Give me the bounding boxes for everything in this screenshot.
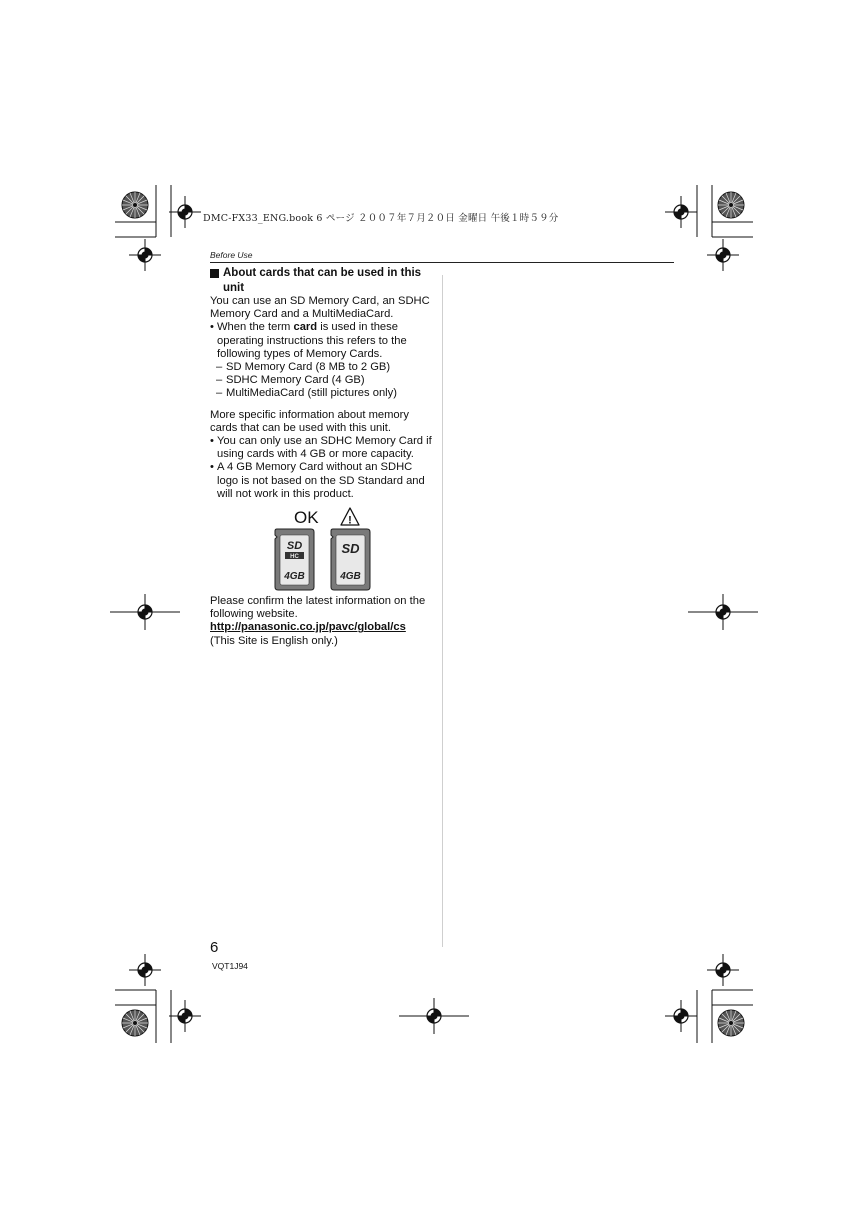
list-item: – SDHC Memory Card (4 GB) bbox=[216, 374, 365, 387]
more-info-text: More specific information about memory cards that can be used with this unit. bbox=[210, 408, 409, 434]
list-item: – MultiMediaCard (still pictures only) bbox=[216, 387, 397, 400]
ok-label: OK bbox=[294, 508, 319, 528]
card-capacity-label: 4GB bbox=[340, 571, 361, 583]
warning-triangle-icon bbox=[341, 508, 359, 527]
registration-mark-icon bbox=[129, 239, 161, 271]
dash-icon: – bbox=[216, 387, 223, 400]
registration-mark-icon bbox=[665, 1000, 697, 1032]
star-target-icon bbox=[122, 192, 148, 218]
registration-mark-icon bbox=[399, 998, 469, 1034]
page-number: 6 bbox=[210, 939, 219, 956]
sdhc-card-icon bbox=[275, 529, 314, 590]
dash-icon: – bbox=[216, 374, 223, 387]
registration-mark-icon bbox=[129, 954, 161, 986]
registration-mark-icon bbox=[707, 954, 739, 986]
list-item: • You can only use an SDHC Memory Card if using cards with 4 GB or more capacity. bbox=[210, 435, 432, 461]
section-heading: About cards that can be used in this unit bbox=[210, 266, 436, 295]
model-code: VQT1J94 bbox=[212, 961, 248, 971]
svg-text:HC: HC bbox=[290, 554, 299, 561]
svg-text:SD: SD bbox=[341, 541, 360, 557]
term-card: card bbox=[293, 321, 318, 334]
site-note: (This Site is English only.) bbox=[210, 634, 338, 647]
svg-text:SD: SD bbox=[286, 540, 303, 553]
main-column bbox=[210, 266, 436, 648]
bullet-icon: • bbox=[210, 461, 214, 474]
bullet-icon: • bbox=[210, 321, 214, 334]
print-header: DMC-FX33_ENG.book 6 ページ ２００７年７月２０日 金曜日 午後１時５９分 bbox=[203, 213, 559, 224]
bullet-icon: • bbox=[210, 435, 214, 448]
card-figure bbox=[210, 505, 436, 591]
registration-mark-icon bbox=[707, 239, 739, 271]
dash-icon: – bbox=[216, 361, 223, 374]
header-rule bbox=[210, 262, 674, 263]
intro-text: You can use an SD Memory Card, an SDHC Memory Card and a MultiMediaCard. bbox=[210, 295, 430, 321]
term-note: • When the term card is used in these operating instructions this refers to the following types of Memory Cards. bbox=[210, 321, 407, 360]
section-label: Before Use bbox=[210, 250, 253, 260]
square-bullet-icon bbox=[210, 269, 219, 278]
svg-text:!: ! bbox=[348, 514, 352, 527]
registration-mark-icon bbox=[169, 1000, 201, 1032]
confirm-text: Please confirm the latest information on the following website. bbox=[210, 595, 426, 621]
star-target-icon bbox=[718, 192, 744, 218]
registration-mark-icon bbox=[169, 196, 201, 228]
registration-mark-icon bbox=[110, 594, 180, 630]
card-capacity-label: 4GB bbox=[284, 571, 305, 583]
list-item: • A 4 GB Memory Card without an SDHC logo is not based on the SD Standard and will not work in this product. bbox=[210, 461, 425, 500]
registration-mark-icon bbox=[665, 196, 697, 228]
star-target-icon bbox=[122, 1010, 148, 1036]
sd-card-icon bbox=[331, 529, 370, 590]
column-divider bbox=[442, 275, 443, 947]
star-target-icon bbox=[718, 1010, 744, 1036]
list-item: – SD Memory Card (8 MB to 2 GB) bbox=[216, 361, 391, 374]
website-link[interactable]: http://panasonic.co.jp/pavc/global/cs bbox=[210, 621, 406, 634]
registration-mark-icon bbox=[688, 594, 758, 630]
